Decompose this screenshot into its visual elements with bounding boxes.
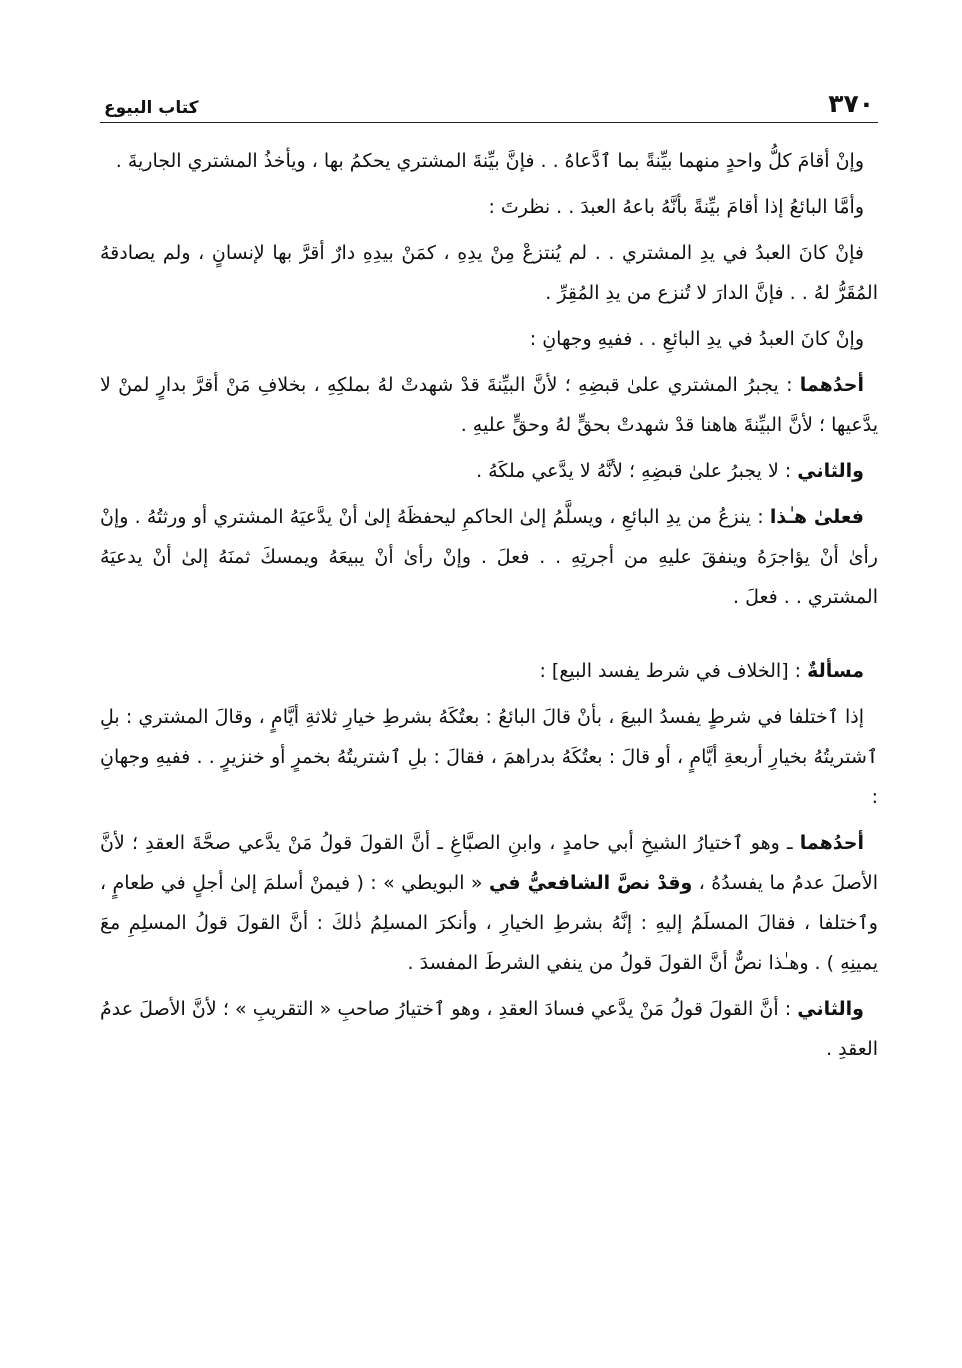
paragraph-text: فإنْ كانَ العبدُ في يدِ المشتري . . لم يُنتزعْ مِنْ يدِهِ ، كمَنْ بيدِهِ دارٌ أقرَّ بها لإنسانٍ ، ولم يصادقهُ المُقَرُّ لهُ . . فإنَّ الدارَ لا تُنزع من يدِ المُقِرِّ . — [100, 242, 878, 304]
paragraph — [100, 823, 878, 983]
page-body — [100, 141, 878, 1069]
paragraph-lead: والثاني — [797, 998, 864, 1020]
page-number: ٣٧٠ — [828, 89, 874, 118]
paragraph — [100, 319, 878, 359]
section-heading-lead: مسألةٌ — [807, 660, 864, 682]
paragraph-text: إذا ٱختلفا في شرطٍ يفسدُ البيعَ ، بأنْ قالَ البائعُ : بعتُكَهُ بشرطِ خيارِ ثلاثةِ أيَّامٍ ، وقالَ المشتري : بلِ ٱشتريتُهُ بخيارِ أربعةِ أيَّامٍ ، أو قالَ : بعتُكَهُ بدراهمَ ، فقالَ : بلِ ٱشتريتُهُ بخمرٍ أو خنزيرٍ . . ففيهِ وجهانِ : — [100, 706, 878, 808]
paragraph — [100, 697, 878, 817]
page-header — [100, 80, 878, 123]
running-title: كتاب البيوع — [104, 98, 199, 118]
paragraph-tail-text: « البويطي » : ( فيمنْ أسلمَ إلىٰ أجلٍ في طعامٍ ، وٱختلفا ، فقالَ المسلَمُ إليهِ : إنَّهُ بشرطِ الخيارِ ، وأنكرَ المسلِمُ ذٰلكَ : أنَّ القولَ قولُ المسلِمِ معَ يمينِهِ ) . وهـٰذا نصٌّ أنَّ القولَ قولُ من ينفي الشرطَ المفسدَ . — [100, 872, 878, 974]
paragraph-text: ـ وهو ٱختيارُ الشيخِ أبي حامدٍ ، وابنِ الصبَّاغِ ـ أنَّ القولَ قولُ مَنْ يدَّعي صحَّةَ العقدِ ؛ لأنَّ الأصلَ عدمُ ما يفسدُهُ ، — [100, 832, 878, 894]
paragraph-text: : يجبرُ المشتري علىٰ قبضِهِ ؛ لأنَّ البيِّنةَ قدْ شهدتْ لهُ بملكِهِ ، بخلافِ مَنْ أقرَّ بدارٍ لمنْ لا يدَّعيها ؛ لأنَّ البيِّنةَ هاهنا قدْ شهدتْ بحقٍّ لهُ وحقٍّ عليهِ . — [100, 374, 878, 436]
paragraph-text: : ينزعُ من يدِ البائعِ ، ويسلَّمُ إلىٰ الحاكمِ ليحفظَهُ إلىٰ أنْ يدَّعيَهُ المشتري أو ورثتُهُ . وإنْ رأىٰ أنْ يؤاجرَهُ وينفقَ عليهِ من أجرتِهِ . . فعلَ . وإنْ رأىٰ أنْ يبيعَهُ ويمسكَ ثمنَهُ إلىٰ أنْ يدعيَهُ المشتري . . فعلَ . — [100, 506, 878, 608]
paragraph-lead: أحدُهما — [799, 832, 864, 854]
paragraph-lead: أحدُهما — [799, 374, 864, 396]
paragraph — [100, 141, 878, 181]
paragraph — [100, 989, 878, 1069]
paragraph-text: : لا يجبرُ علىٰ قبضِهِ ؛ لأنَّهُ لا يدَّعي ملكَهُ . — [476, 460, 798, 482]
paragraph-lead: فعلىٰ هـٰذا — [769, 506, 864, 528]
paragraph — [100, 233, 878, 313]
paragraph — [100, 365, 878, 445]
paragraph-text: وإنْ كانَ العبدُ في يدِ البائعِ . . ففيهِ وجهانِ : — [529, 328, 864, 350]
paragraph-lead: والثاني — [797, 460, 864, 482]
book-page — [100, 80, 878, 1075]
section-heading-text: : [الخلاف في شرط يفسد البيع] : — [539, 660, 808, 682]
paragraph — [100, 187, 878, 227]
paragraph — [100, 497, 878, 617]
paragraph — [100, 451, 878, 491]
paragraph-text: وإنْ أقامَ كلُّ واحدٍ منهما بيِّنةً بما ٱدَّعاهُ . . فإنَّ بيِّنةَ المشتري يحكمُ بها ، ويأخذُ المشتري الجاريةَ . — [115, 150, 864, 172]
paragraph-bold-text: وقدْ نصَّ الشافعيُّ في — [488, 872, 693, 894]
paragraph-text: وأمَّا البائعُ إذا أقامَ بيِّنةً بأنَّهُ باعهُ العبدَ . . نظرتَ : — [488, 196, 864, 218]
paragraph-text: : أنَّ القولَ قولُ مَنْ يدَّعي فسادَ العقدِ ، وهو ٱختيارُ صاحبِ « التقريبِ » ؛ لأنَّ الأصلَ عدمُ العقدِ . — [100, 998, 878, 1060]
section-heading — [100, 651, 878, 691]
